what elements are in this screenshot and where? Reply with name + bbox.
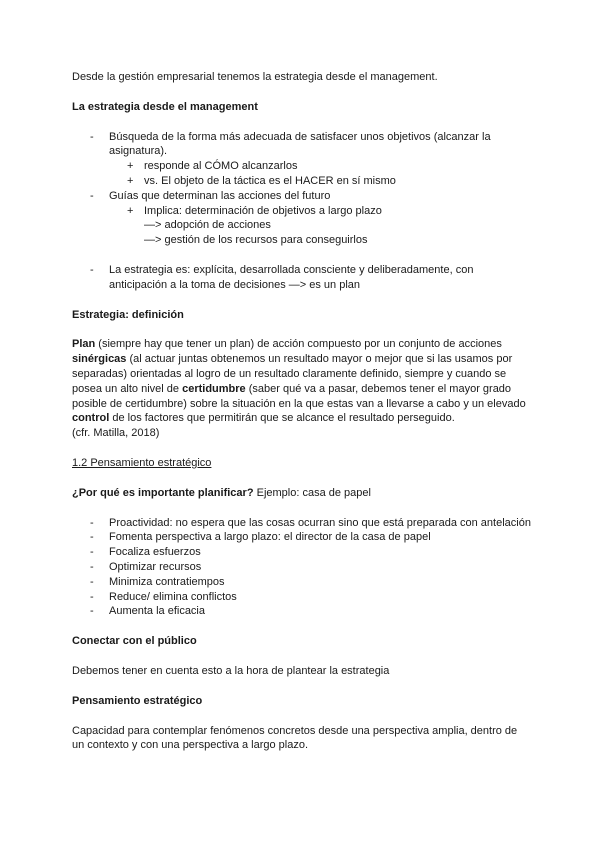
plus-bullet: +: [127, 174, 134, 187]
definition-paragraph: Plan (siempre hay que tener un plan) de acción compuesto por un conjunto de acciones sinérgicas (al actuar juntas obtenemos un resultado mayor o mejor que si las usamos por separadas) orientadas al logro de un resultado claramente definido, siempre y cuando se posea un alto nivel de certidumbre (saber qué va a pasar, debemos tener el mayor grado posible de certidumbre) sobre la situación en la que estas van a llevarse a cabo y un elevado control de los factores que permitirán que se alcance el resultado perseguido.: [72, 338, 526, 425]
dash-bullet: -: [90, 130, 94, 143]
list-item: - Reduce/ elimina conflictos: [90, 590, 237, 603]
dash-bullet: -: [90, 516, 94, 529]
intro-paragraph: Desde la gestión empresarial tenemos la estrategia desde el management.: [72, 71, 438, 83]
strategic-paragraph: Capacidad para contemplar fenómenos concretos desde una perspectiva amplia, dentro de un contexto y con una perspectiva a largo plazo.: [72, 724, 518, 752]
planning-benefits-list: [72, 516, 532, 620]
list-subitem: + responde al CÓMO alcanzarlos: [127, 160, 298, 173]
dash-bullet: -: [90, 560, 94, 573]
list-item: - Aumenta la eficacia: [90, 605, 205, 618]
heading-strategic-thinking: Pensamiento estratégico: [72, 694, 203, 707]
heading-strategy-definition: Estrategia: definición: [72, 308, 184, 321]
heading-strategy-management: La estrategia desde el management: [72, 100, 258, 113]
dash-bullet: -: [90, 605, 94, 618]
dash-bullet: -: [90, 575, 94, 588]
question-line: ¿Por qué es importante planificar? Ejemplo: casa de papel: [72, 486, 371, 499]
list-subitem-continuation: —> adopción de acciones: [144, 219, 271, 232]
list-item: - Optimizar recursos: [90, 560, 202, 573]
plus-bullet: +: [127, 204, 134, 217]
dash-bullet: -: [90, 546, 94, 559]
list-subitem: + Implica: determinación de objetivos a largo plazo: [127, 204, 382, 217]
list-item: - Minimiza contratiempos: [90, 575, 225, 588]
list-item: - Guías que determinan las acciones del futuro: [90, 189, 331, 202]
connect-paragraph: Debemos tener en cuenta esto a la hora de plantear la estrategia: [72, 664, 390, 677]
heading-connect-public: Conectar con el público: [72, 635, 197, 648]
list-subitem-continuation: —> gestión de los recursos para conseguirlos: [144, 234, 368, 247]
list-subitem: + vs. El objeto de la táctica es el HACER en sí mismo: [127, 174, 396, 187]
list-item: - La estrategia es: explícita, desarrollada consciente y deliberadamente, con anticipación a la toma de decisiones —> es un plan: [90, 263, 474, 291]
citation: (cfr. Matilla, 2018): [72, 427, 160, 440]
dash-bullet: -: [90, 263, 94, 276]
dash-bullet: -: [90, 531, 94, 544]
document-page: [72, 70, 532, 753]
dash-bullet: -: [90, 590, 94, 603]
dash-bullet: -: [90, 189, 94, 202]
list-item: - Búsqueda de la forma más adecuada de satisfacer unos objetivos (alcanzar la asignatura).: [90, 130, 491, 158]
list-item: - Focaliza esfuerzos: [90, 546, 201, 559]
section-title: 1.2 Pensamiento estratégico: [72, 456, 212, 469]
list-item: - Fomenta perspectiva a largo plazo: el director de la casa de papel: [90, 531, 431, 544]
plus-bullet: +: [127, 160, 134, 173]
strategy-list: [72, 130, 532, 293]
list-item: - Proactividad: no espera que las cosas ocurran sino que está preparada con antelación: [90, 516, 531, 529]
